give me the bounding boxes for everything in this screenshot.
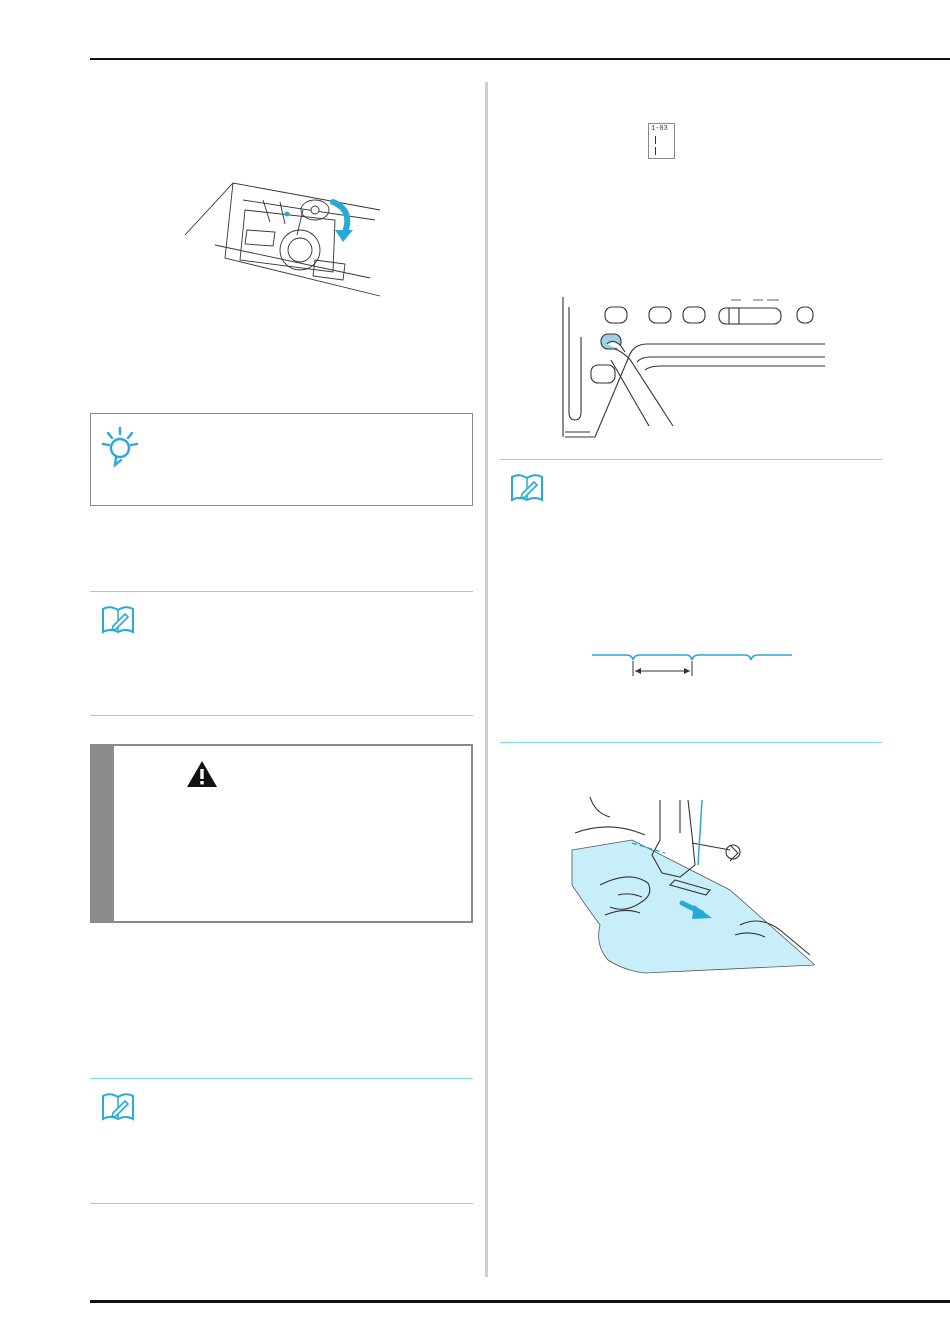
memo-1-bottom-rule <box>90 715 473 716</box>
stitch-line-bottom <box>655 147 656 155</box>
header-rule <box>90 58 950 60</box>
memo-2-bottom-rule <box>90 1203 473 1204</box>
memo-1-top-rule <box>90 591 473 592</box>
stitch-display-label: 1-03 <box>651 125 668 133</box>
memo-pencil-icon <box>101 604 135 634</box>
lightbulb-icon <box>100 424 140 468</box>
caution-box <box>90 744 473 923</box>
memo-3-bottom-rule <box>500 742 882 743</box>
stitch-length-diagram <box>590 646 795 680</box>
memo-pencil-icon <box>101 1091 135 1121</box>
memo-3-top-rule <box>500 459 882 460</box>
caution-sidebar <box>92 746 114 921</box>
column-divider <box>485 82 488 1277</box>
memo-2-top-rule <box>90 1078 473 1079</box>
footer-rule <box>90 1300 950 1303</box>
fabric-guiding-illustration <box>570 795 815 975</box>
memo-pencil-icon <box>510 472 544 502</box>
note-box <box>90 413 473 506</box>
stitch-line-top <box>655 136 656 144</box>
warning-triangle-icon <box>185 759 219 789</box>
bobbin-cover-illustration <box>185 180 400 300</box>
stitch-display-indicator <box>648 123 675 159</box>
machine-button-press-illustration <box>555 292 830 442</box>
